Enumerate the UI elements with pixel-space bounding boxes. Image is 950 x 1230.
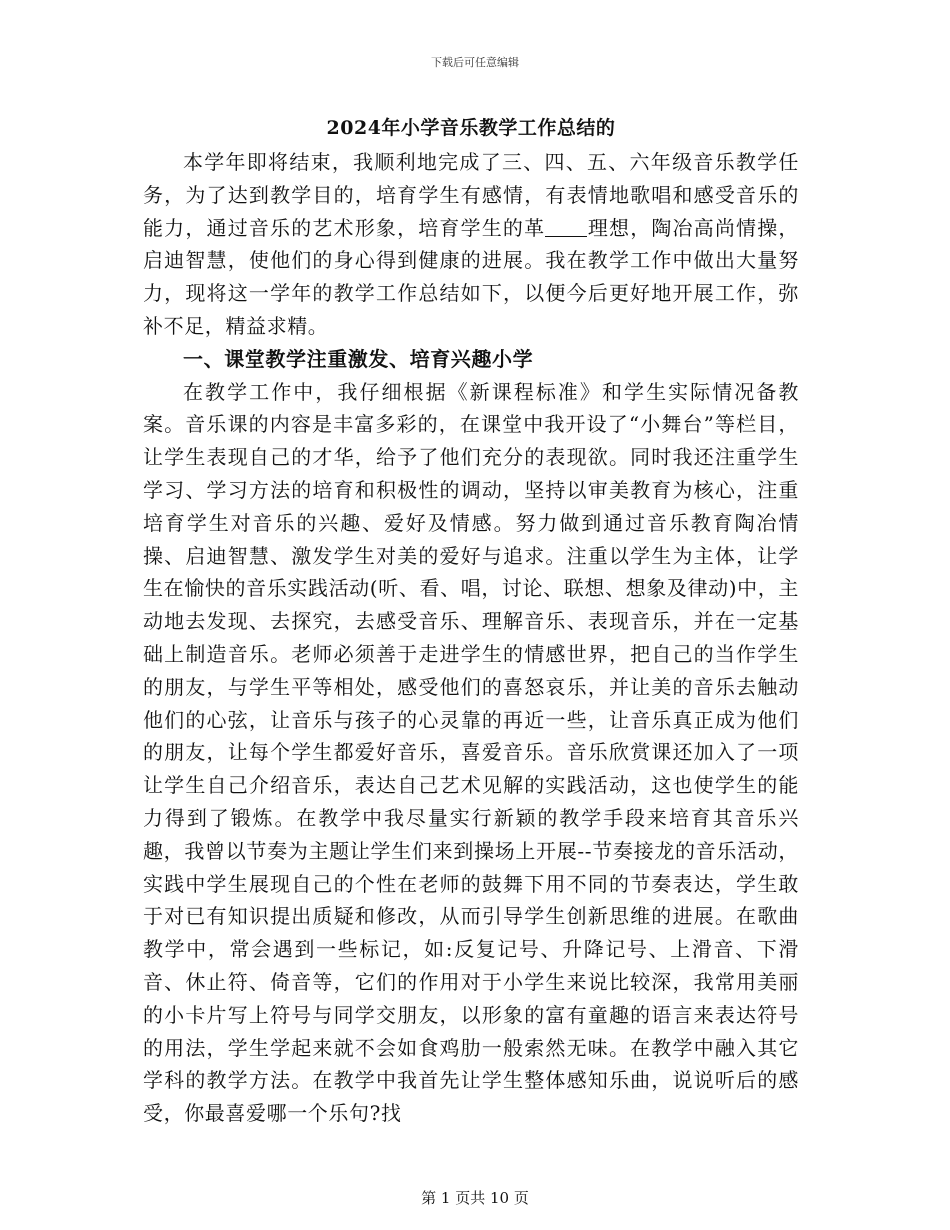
header-note: 下载后可任意编辑 [431,56,519,69]
intro-paragraph [143,146,799,343]
intro-text-part1: 本学年即将结束，我顺利地完成了三、四、五、六年级音乐教学任务，为了达到教学目的，培育学生有感情，有表情地歌唱和感受音乐的能力，通过音乐的艺术形象，培育学生的革 [143,150,799,240]
intro-text-part2: 理想，陶冶高尚情操，启迪智慧，使他们的身心得到健康的进展。我在教学工作中做出大量努力，现将这一学年的教学工作总结如下，以便今后更好地开展工作，弥补不足，精益求精。 [143,215,800,338]
document-title: 2024年小学音乐教学工作总结的 [326,117,616,139]
section-heading: 一、课堂教学注重激发、培育兴趣小学 [183,346,534,371]
document-body [143,104,799,1130]
page-number-footer: 第 1 页共 10 页 [421,1189,529,1207]
section-paragraph: 在教学工作中，我仔细根据《新课程标准》和学生实际情况备教案。音乐课的内容是丰富多彩的，在课堂中我开设了“小舞台”等栏目，让学生表现自己的才华，给予了他们充分的表现欲。同时我还注重学生学习、学习方法的培育和积极性的调动，坚持以审美教育为核心，注重培育学生对音乐的兴趣、爱好及情感。努力做到通过音乐教育陶冶情操、启迪智慧、激发学生对美的爱好与追求。注重以学生为主体，让学生在愉快的音乐实践活动(听、看、唱，讨论、联想、想象及律动)中，主动地去发现、去探究，去感受音乐、理解音乐、表现音乐，并在一定基础上制造音乐。老师必须善于走进学生的情感世界，把自己的当作学生的朋友，与学生平等相处，感受他们的喜怒哀乐，并让美的音乐去触动他们的心弦，让音乐与孩子的心灵靠的再近一些，让音乐真正成为他们的朋友，让每个学生都爱好音乐，喜爱音乐。音乐欣赏课还加入了一项让学生自己介绍音乐，表达自己艺术见解的实践活动，这也使学生的能力得到了锻炼。在教学中我尽量实行新颖的教学手段来培育其音乐兴趣，我曾以节奏为主题让学生们来到操场上开展--节奏接龙的音乐活动，实践中学生展现自己的个性在老师的鼓舞下用不同的节奏表达，学生敢于对已有知识提出质疑和修改，从而引导学生创新思维的进展。在歌曲教学中，常会遇到一些标记，如:反复记号、升降记号、上滑音、下滑音、休止符、倚音等，它们的作用对于小学生来说比较深，我常用美丽的小卡片写上符号与同学交朋友，以形象的富有童趣的语言来表达符号的用法，学生学起来就不会如食鸡肋一般索然无味。在教学中融入其它学科的教学方法。在教学中我首先让学生整体感知乐曲，说说听后的感受，你最喜爱哪一个乐句?找 [143,379,799,1126]
redacted-blank [545,216,587,237]
